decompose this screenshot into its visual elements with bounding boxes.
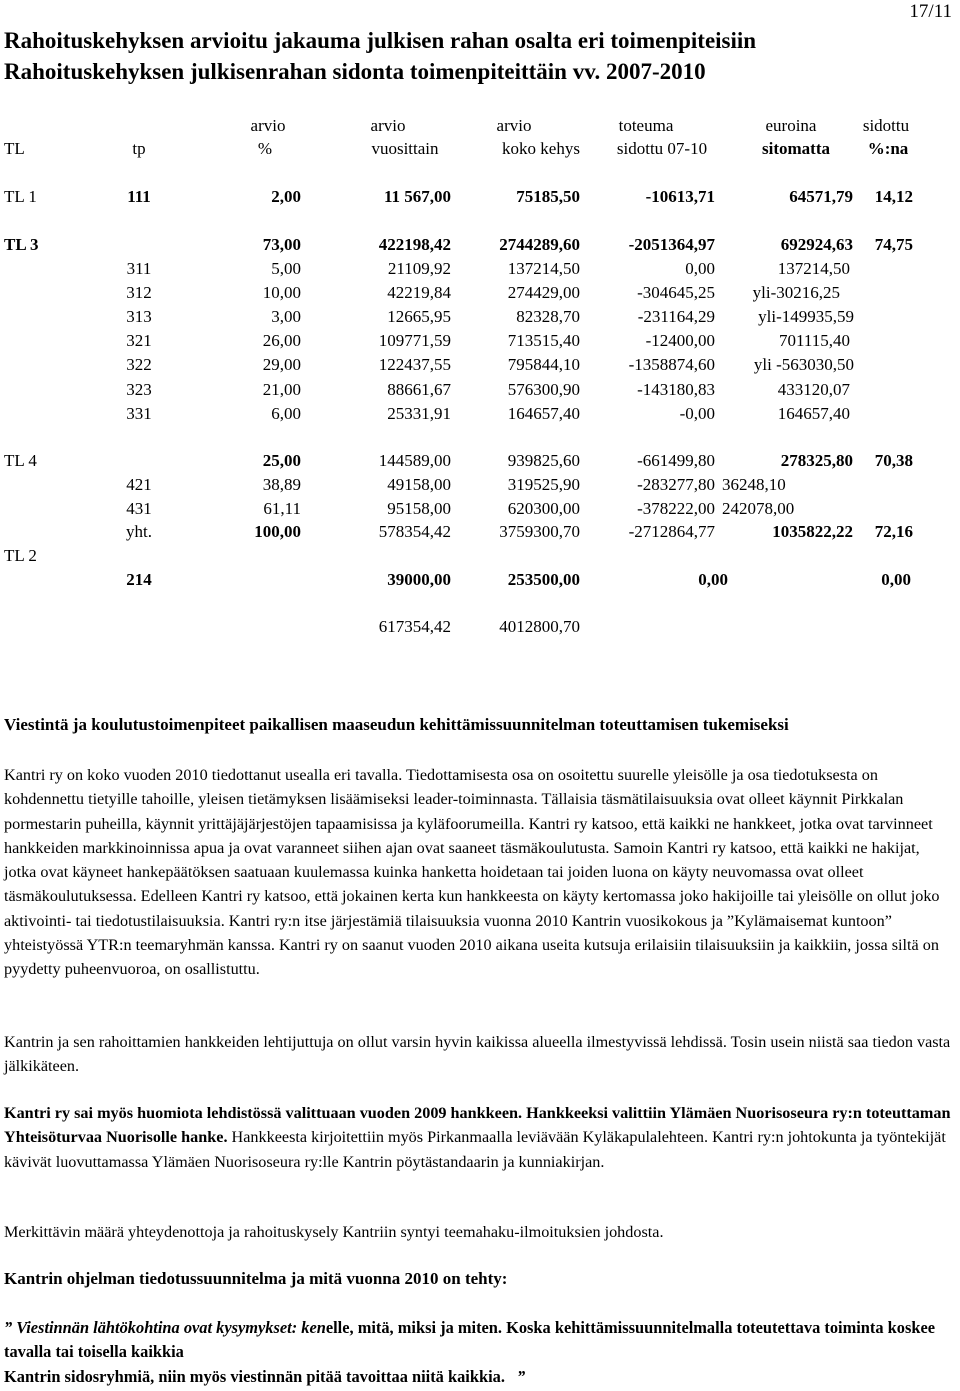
header-row1-cell: euroina xyxy=(765,116,817,135)
header-row2-cell: vuosittain xyxy=(371,139,439,158)
tl3-row-tp: 313 xyxy=(126,307,152,327)
tl2-sid: 0,00 xyxy=(698,570,728,589)
quote-italic: Viestinnän lähtökohtina ovat kysymykset: ken xyxy=(16,1318,326,1337)
tl3-row-sitom: 433120,07 xyxy=(777,379,850,399)
tl4-total-koko: 939825,60 xyxy=(507,451,580,470)
tl3-row-vuos: 109771,59 xyxy=(378,331,451,351)
section-paragraph-inquiries: Merkittävin määrä yhteydenottoja ja rahoituskysely Kantriin syntyi teemahaku-ilmoituksien johdosta. xyxy=(4,1223,664,1241)
header-row1-cell: arvio xyxy=(496,116,532,135)
tl3-row-pct: 26,00 xyxy=(262,331,301,351)
tl3-row-sid: -12400,00 xyxy=(645,331,715,351)
tl4-total-sid: -661499,80 xyxy=(637,451,715,470)
tl4-yht-label: yht. xyxy=(126,522,152,541)
tl3-row-vuos: 25331,91 xyxy=(387,403,451,423)
header-row2-cell: TL xyxy=(4,139,25,158)
tl3-row-tp: 331 xyxy=(126,403,152,423)
tl3-row-sid: -0,00 xyxy=(679,403,715,423)
tl4-yht-vuos: 578354,42 xyxy=(378,522,451,541)
tl4-row-koko: 319525,90 xyxy=(507,475,580,494)
header-row2-cell: tp xyxy=(132,139,146,158)
tl3-row-tp: 322 xyxy=(126,355,152,375)
tl3-row-sitom: 137214,50 xyxy=(777,259,850,278)
section-paragraph-press: Kantrin ja sen rahoittamien hankkeiden lehtijuttuja on ollut varsin hyvin kaikissa alueella ilmestyvissä lehdissä. Tosin usein niistä saa tiedon vasta jälkikäteen. xyxy=(4,1033,951,1076)
tl4-total-vuos: 144589,00 xyxy=(378,451,451,470)
tl4-row-pct: 38,89 xyxy=(262,475,301,494)
tl2-label: TL 2 xyxy=(4,546,37,565)
tl3-label: TL 3 xyxy=(4,235,39,254)
tl4-row-sitom: 242078,00 xyxy=(722,499,795,518)
quote-open-mark: ” xyxy=(4,1318,13,1337)
tl3-row-vuos: 21109,92 xyxy=(387,259,451,278)
section-paragraph-project-of-year xyxy=(4,1101,956,1174)
tl3-total-vuos: 422198,42 xyxy=(378,235,451,254)
header-row1-cell: arvio xyxy=(370,116,406,135)
tl3-row-vuos: 42219,84 xyxy=(387,283,451,303)
tl3-total-sid: -2051364,97 xyxy=(628,235,715,254)
tl4-row-vuos: 95158,00 xyxy=(387,499,451,518)
tl1-vuos: 11 567,00 xyxy=(383,187,451,206)
tl3-total-pctna: 74,75 xyxy=(874,235,913,254)
tl3-row-sid: -304645,25 xyxy=(637,283,715,303)
tl3-row-sid: 0,00 xyxy=(685,259,715,278)
tl3-row-koko: 164657,40 xyxy=(507,403,580,423)
tl3-row-pct: 10,00 xyxy=(262,283,301,303)
tl3-row-sitom: yli -563030,50 xyxy=(753,355,854,375)
tl3-row-sid: -1358874,60 xyxy=(628,355,715,375)
project-of-year-text: Hankkeesta kirjoitettiin myös Pirkanmaalla leviävään Kyläkapulalehteen. Kantri ry:n johtokunta ja työntekijät kävivät luovuttamassa Ylämäen Nuorisoseura ry:lle Kantrin pöytästandaarin ja kunniakirjan. xyxy=(4,1128,946,1171)
tl3-row-koko: 795844,10 xyxy=(507,355,580,375)
tl3-total-koko: 2744289,60 xyxy=(499,235,580,254)
tl4-yht-pct: 100,00 xyxy=(254,522,301,541)
tl4-yht-sid: -2712864,77 xyxy=(628,522,715,541)
tl2-tp: 214 xyxy=(126,570,152,589)
tl3-row-tp: 311 xyxy=(126,259,152,278)
tl3-row-tp: 321 xyxy=(126,331,152,351)
tl4-row-sitom: 36248,10 xyxy=(722,475,786,494)
tl3-row-pct: 21,00 xyxy=(262,379,301,399)
quote-line3: Kantrin sidosryhmiä, niin myös viestinnän pitää tavoittaa niitä kaikkia. xyxy=(4,1366,505,1386)
tl3-total-sitom: 692924,63 xyxy=(780,235,853,254)
tl4-yht-pctna: 72,16 xyxy=(874,522,913,541)
tl2-vuos: 39000,00 xyxy=(387,570,451,589)
tl4-row-sid: -378222,00 xyxy=(637,499,715,518)
tl3-row-pct: 29,00 xyxy=(262,355,301,375)
page-title-line1: Rahoituskehyksen arvioitu jakauma julkisen rahan osalta eri toimenpiteisiin xyxy=(4,28,757,53)
tl4-yht-sitom: 1035822,22 xyxy=(772,522,853,541)
header-row2-cell: sitomatta xyxy=(762,139,830,158)
tl1-pctna: 14,12 xyxy=(874,187,913,206)
tl3-row-koko: 274429,00 xyxy=(507,283,580,303)
header-row1-cell: toteuma xyxy=(618,116,674,135)
grand-total-vuos: 617354,42 xyxy=(378,617,451,636)
header-row2-cell: sidottu 07-10 xyxy=(616,139,708,158)
page-title-line2: Rahoituskehyksen julkisenrahan sidonta toimenpiteittäin vv. 2007-2010 xyxy=(4,59,706,84)
quote-close-mark: ” xyxy=(517,1366,526,1386)
tl1-pct: 2,00 xyxy=(271,187,301,206)
tl3-row-sitom: yli-149935,59 xyxy=(758,307,854,327)
tl4-yht-koko: 3759300,70 xyxy=(499,522,580,541)
tl1-tp: 111 xyxy=(127,187,151,206)
tl3-row-sitom: 164657,40 xyxy=(777,403,850,423)
tl1-sid: -10613,71 xyxy=(645,187,715,206)
tl4-row-vuos: 49158,00 xyxy=(387,475,451,494)
tl3-row-sitom: 701115,40 xyxy=(779,331,850,351)
section-heading-communication: Viestintä ja koulutustoimenpiteet paikallisen maaseudun kehittämissuunnitelman toteuttamisen tukemiseksi xyxy=(4,715,789,734)
tl3-row-vuos: 88661,67 xyxy=(387,379,451,399)
tl4-total-pctna: 70,38 xyxy=(874,451,913,470)
tl4-row-tp: 421 xyxy=(126,475,152,494)
tl2-sitom: 0,00 xyxy=(881,570,911,589)
tl3-total-pct: 73,00 xyxy=(262,235,301,254)
tl1-sitom: 64571,79 xyxy=(789,187,853,206)
header-row2-cell: % xyxy=(257,139,273,158)
tl3-row-tp: 312 xyxy=(126,283,152,303)
tl3-row-vuos: 12665,95 xyxy=(387,307,451,327)
page-number: 17/11 xyxy=(909,1,952,22)
tl3-row-koko: 82328,70 xyxy=(516,307,580,327)
tl2-koko: 253500,00 xyxy=(507,570,580,589)
tl1-label: TL 1 xyxy=(4,187,37,206)
section-heading-plan: Kantrin ohjelman tiedotussuunnitelma ja mitä vuonna 2010 on tehty: xyxy=(4,1269,508,1288)
tl3-row-pct: 6,00 xyxy=(271,403,301,423)
tl3-row-sid: -143180,83 xyxy=(637,379,715,399)
section-quote xyxy=(4,1316,956,1389)
grand-total-koko: 4012800,70 xyxy=(499,617,580,636)
tl4-row-tp: 431 xyxy=(126,499,152,518)
tl4-row-pct: 61,11 xyxy=(263,499,301,518)
tl1-koko: 75185,50 xyxy=(516,187,580,206)
tl4-label: TL 4 xyxy=(4,451,37,470)
tl3-row-pct: 5,00 xyxy=(271,259,301,278)
tl3-row-koko: 576300,90 xyxy=(507,379,580,399)
tl4-row-sid: -283277,80 xyxy=(637,475,715,494)
header-row1-cell: arvio xyxy=(250,116,286,135)
project-of-year-bold: Kantri ry sai myös huomiota lehdistössä valittuaan vuoden 2009 hankkeen. Hankkeeksi valittiin Ylämäen Nuorisoseura ry:n toteuttaman Yhteisöturvaa Nuorisolle hanke. xyxy=(4,1104,951,1147)
tl4-total-sitom: 278325,80 xyxy=(780,451,853,470)
quote-rest: elle, mitä, miksi ja miten. Koska kehittämissuunnitelmalla toteutettava toiminta koskee tavalla tai toisella kaikkia xyxy=(4,1318,936,1362)
section-paragraph-communication: Kantri ry on koko vuoden 2010 tiedottanut usealla eri tavalla. Tiedottamisesta osa on osoitettu suurelle yleisölle ja osa tiedotuksesta on kohdennettu tietyille tahoille, yleisen tietämyksen lisäämiseksi leader-toiminnasta. Tällaisia täsmätilaisuuksia ovat olleet käynnit Pirkkalan pormestarin puheilla, käynnit yrittäjäjärjestöjen tapaamisissa ja kyläfoorumeilla. Kantri ry katsoo, että kaikki ne hankkeet, jotka ovat tarvinneet hankkeiden markkinoinnissa apua ja ovat varanneet siihen ajan ovat saaneet täsmäkoulutusta. Samoin Kantri ry katsoo, että kaikki ne hakijat, jotka ovat käyneet hankepäätöksen saatuaan kuulemassa kuinka hanketta hoidetaan tai joiden luona on käyty neuvomassa ovat olleet täsmäkoulutuksessa. Edelleen Kantri ry katsoo, että jokainen kerta kun hankkeesta on käyty kertomassa joko hakijoille tai yleisölle on ollut joko aktivointi- tai tiedotustilaisuuksia. Kantri ry:n itse järjestämiä tilaisuuksia vuonna 2010 Kantrin vuosikokous ja ”Kylämaisemat kuntoon” yhteistyössä YTR:n teemaryhmän kanssa. Kantri ry on saanut vuoden 2010 aikana useita kutsuja erilaisiin tilaisuuksiin ja kaikkiin, jossa siltä on pyydetty puheenvuoroa, on osallistuttu. xyxy=(4,766,940,979)
header-row2-cell: %:na xyxy=(867,139,909,158)
tl4-row-koko: 620300,00 xyxy=(507,499,580,518)
tl3-row-tp: 323 xyxy=(126,379,152,399)
header-row2-cell: koko kehys xyxy=(502,139,580,158)
tl3-row-koko: 137214,50 xyxy=(507,259,580,278)
tl3-row-koko: 713515,40 xyxy=(507,331,580,351)
tl3-row-vuos: 122437,55 xyxy=(378,355,451,375)
tl3-row-pct: 3,00 xyxy=(271,307,301,327)
tl4-total-pct: 25,00 xyxy=(262,451,301,470)
tl3-row-sid: -231164,29 xyxy=(637,307,715,327)
tl3-row-sitom: yli-30216,25 xyxy=(752,283,840,303)
header-row1-cell: sidottu xyxy=(862,116,910,135)
